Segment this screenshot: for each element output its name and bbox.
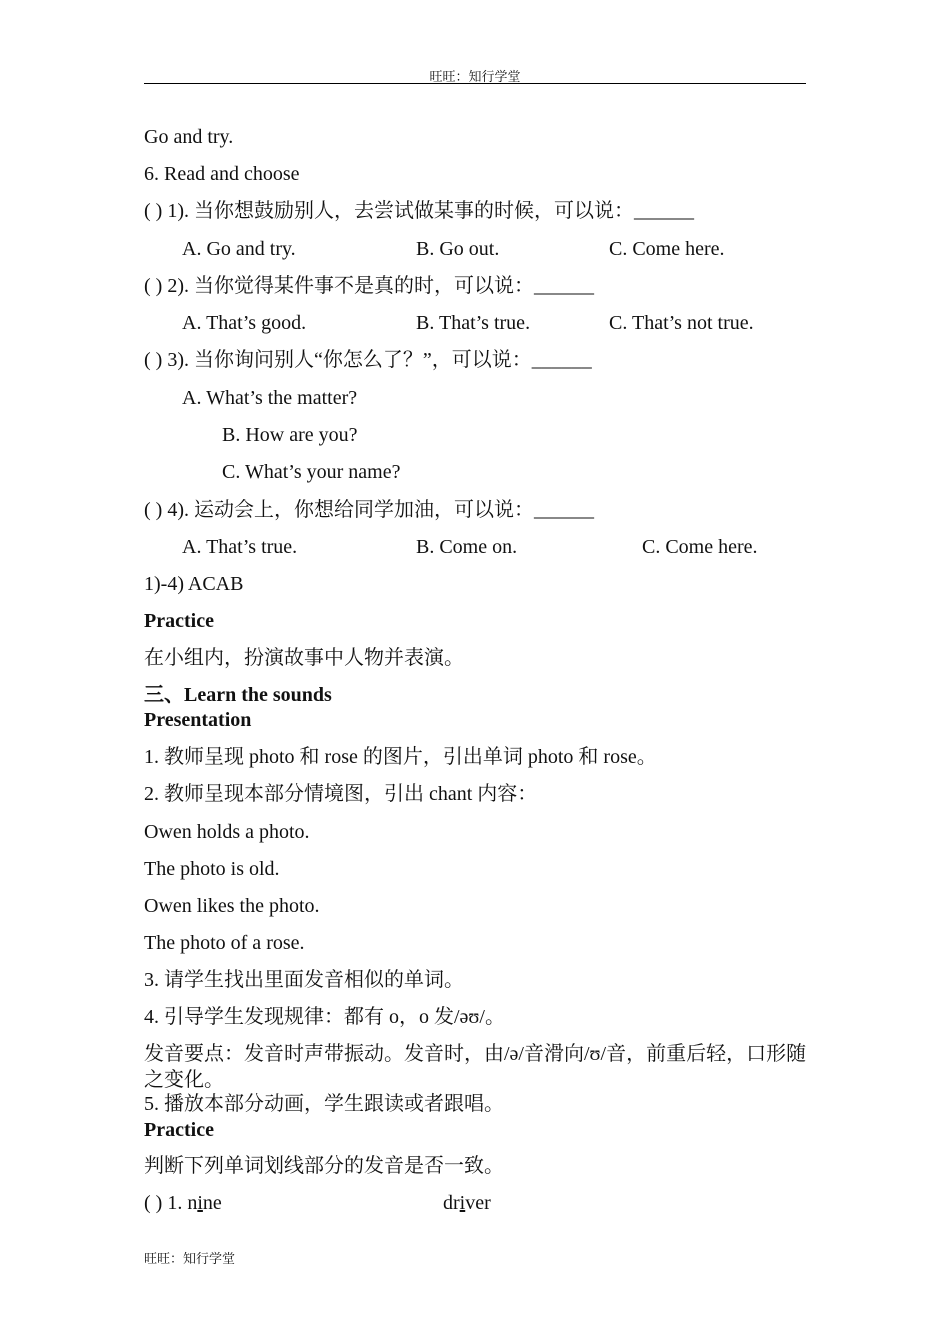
presentation-step-4: 4. 引导学生发现规律：都有 o，o 发/əʊ/。 [144, 1006, 505, 1028]
q3-option-c: C. What’s your name? [222, 461, 401, 483]
presentation-step-5: 5. 播放本部分动画，学生跟读或者跟唱。 [144, 1093, 504, 1115]
answer-key: 1)-4) ACAB [144, 573, 244, 595]
item-1-word2-end: ver [465, 1192, 491, 1214]
header-divider [144, 83, 806, 84]
practice-1-text: 在小组内，扮演故事中人物并表演。 [144, 647, 464, 669]
question-2: ( ) 2). 当你觉得某件事不是真的时，可以说：______ [144, 275, 594, 297]
chant-line-2: The photo is old. [144, 858, 280, 880]
read-and-choose-title: 6. Read and choose [144, 163, 300, 185]
q2-option-b: B. That’s true. [416, 312, 531, 334]
presentation-heading: Presentation [144, 709, 252, 731]
q3-option-a: A. What’s the matter? [182, 387, 358, 409]
practice-heading-2: Practice [144, 1119, 214, 1141]
practice-2-text: 判断下列单词划线部分的发音是否一致。 [144, 1155, 504, 1177]
question-4: ( ) 4). 运动会上，你想给同学加油，可以说：______ [144, 499, 594, 521]
exercise-item-1-word-2 [443, 1191, 491, 1215]
presentation-step-2: 2. 教师呈现本部分情境图，引出 chant 内容： [144, 783, 538, 805]
q3-option-b: B. How are you? [222, 424, 358, 446]
q1-option-c: C. Come here. [609, 238, 725, 260]
go-and-try-line: Go and try. [144, 126, 234, 148]
question-3: ( ) 3). 当你询问别人“你怎么了？”，可以说：______ [144, 349, 592, 371]
page-footer: 旺旺：知行学堂 [144, 1251, 236, 1266]
item-1-word2-underlined-letter: i [459, 1192, 466, 1214]
item-1-prefix: ( ) 1. n [144, 1192, 198, 1214]
item-1-word-rest: ne [202, 1192, 222, 1214]
item-1-word2-start: dr [443, 1192, 460, 1214]
q4-option-b: B. Come on. [416, 536, 518, 558]
item-1-underlined-letter: i [197, 1192, 203, 1214]
section-3-heading: 三、Learn the sounds [144, 684, 332, 706]
q4-option-a: A. That’s true. [182, 536, 298, 558]
pronunciation-tips: 发音要点：发音时声带振动。发音时，由/ə/音滑向/ʊ/音，前重后轻，口形随之变化。 [144, 1043, 807, 1091]
q1-option-b: B. Go out. [416, 238, 500, 260]
presentation-step-3: 3. 请学生找出里面发音相似的单词。 [144, 969, 464, 991]
q4-option-c: C. Come here. [642, 536, 758, 558]
q2-option-a: A. That’s good. [182, 312, 307, 334]
chant-line-1: Owen holds a photo. [144, 821, 310, 843]
presentation-step-1: 1. 教师呈现 photo 和 rose 的图片，引出单词 photo 和 rose。 [144, 746, 657, 768]
q1-option-a: A. Go and try. [182, 238, 296, 260]
exercise-item-1 [144, 1191, 222, 1215]
page-header: 旺旺：知行学堂 [429, 69, 521, 84]
practice-heading-1: Practice [144, 610, 214, 632]
chant-line-4: The photo of a rose. [144, 932, 305, 954]
q2-option-c: C. That’s not true. [609, 312, 754, 334]
question-1: ( ) 1). 当你想鼓励别人，去尝试做某事的时候，可以说：______ [144, 200, 694, 222]
chant-line-3: Owen likes the photo. [144, 895, 320, 917]
